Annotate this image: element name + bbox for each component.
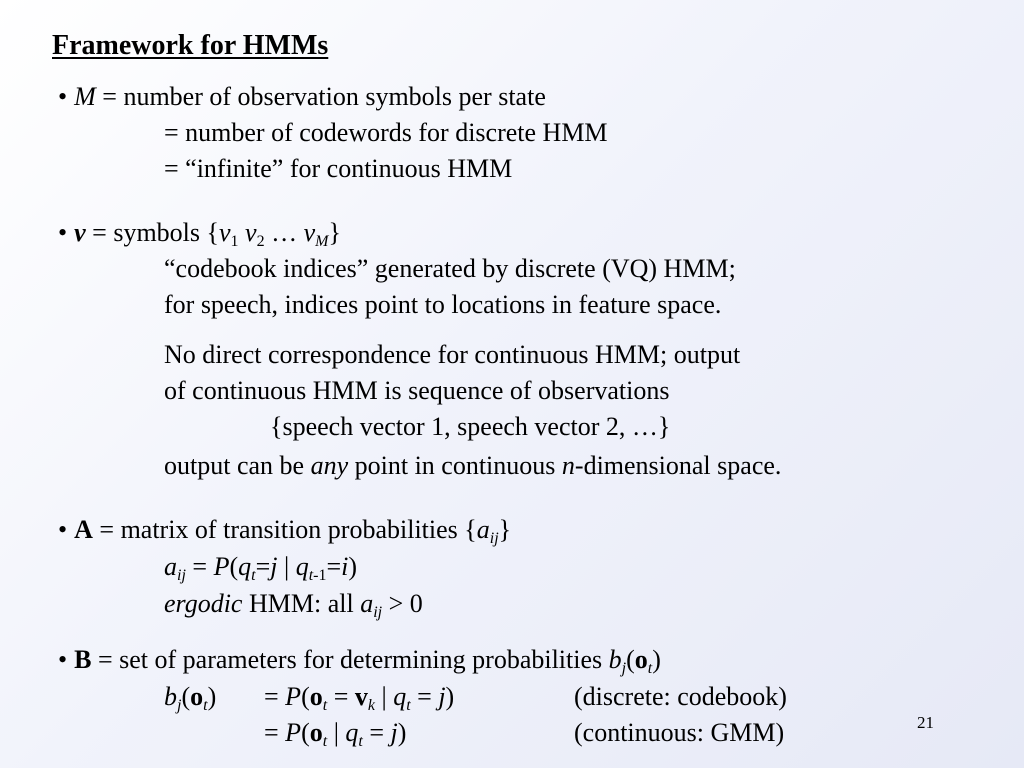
vm-subscript: M [315,233,329,250]
q-symbol: q [345,718,359,747]
o-symbol: o [309,682,323,711]
symbol-v: v [74,218,86,247]
given-bar: | [277,552,296,581]
symbol-m: M [74,82,96,111]
close-paren: ) [652,645,661,674]
equals-sign: = [91,645,120,674]
a-transition-formula [164,552,357,582]
continuous-note: (continuous: GMM) [574,718,785,747]
q-symbol: q [295,552,309,581]
m-definition: number of observation symbols per state [123,82,546,111]
bullet-dot: • [58,82,68,111]
symbol-b: B [74,645,92,674]
o-symbol: o [634,645,648,674]
t-subscript: t [203,697,208,714]
m-line-codewords: = number of codewords for discrete HMM [164,118,608,147]
bj-ot-lhs [164,682,216,712]
open-paren: ( [181,682,191,711]
v-line-no-direct: No direct correspondence for continuous HMM; output [164,340,741,369]
minus-one: -1 [313,567,327,584]
given-bar: | [327,718,346,747]
close-paren: ) [397,718,407,747]
bullet-m [58,82,546,112]
m-line-infinite: = “infinite” for continuous HMM [164,154,513,183]
p-symbol: P [285,682,302,711]
close-brace: } [328,218,341,247]
output-text-c: -dimensional space. [574,451,782,480]
aij-subscript: ij [177,567,186,584]
b-params-text: set of parameters for determining probabilities [119,645,609,674]
slide-title: Framework for HMMs [52,30,329,61]
bullet-dot: • [58,218,68,247]
v1-symbol: v [219,218,231,247]
discrete-note: (discrete: codebook) [574,682,787,711]
a-ergodic-line [164,589,423,619]
bj-symbol: b [608,645,622,674]
t-subscript: t [322,733,328,750]
o-symbol: o [309,718,323,747]
output-text-b: point in continuous [348,451,562,480]
output-text-a: output can be [164,451,311,480]
t-letter: t [308,567,314,584]
t-subscript: t [647,660,653,677]
close-paren: ) [445,682,455,711]
q-symbol: q [238,552,252,581]
equals-sign: = [185,552,214,581]
t-minus-1-subscript [309,567,327,584]
given-bar: | [374,682,394,711]
open-paren: ( [626,645,635,674]
p-symbol: P [285,718,302,747]
v2-symbol: v [245,218,257,247]
discrete-formula [264,682,454,712]
n-symbol: n [561,451,575,480]
equals-sign: = [255,552,271,581]
t-subscript: t [358,733,363,750]
bullet-dot: • [58,645,68,674]
equals-sign: = [95,82,124,111]
j-subscript: j [621,660,627,677]
equals-sign: = [85,218,114,247]
o-symbol: o [190,682,204,711]
equals-sign: = [92,515,121,544]
v-symbols-text: symbols { [113,218,219,247]
v-line-sequence: of continuous HMM is sequence of observations [164,376,670,405]
close-brace: } [498,515,512,544]
t-subscript: t [406,697,411,714]
close-paren: ) [207,682,217,711]
vm-symbol: v [303,218,316,247]
j-symbol: j [270,552,278,581]
any-word: any [310,451,349,480]
symbol-a: A [74,515,93,544]
equals-sign: = [327,682,355,711]
equals-sign: = [362,718,391,747]
j-symbol: j [390,718,398,747]
v1-subscript: 1 [230,233,239,250]
equals-sign: = [410,682,439,711]
aij-subscript: ij [489,530,499,547]
ergodic-word: ergodic [164,589,243,618]
j-subscript: j [177,697,182,714]
equals-sign: = [264,682,286,711]
p-symbol: P [213,552,230,581]
j-symbol: j [438,682,446,711]
aij-symbol: a [164,552,177,581]
a-matrix-text: matrix of transition probabilities { [120,515,477,544]
i-symbol: i [341,552,349,581]
bullet-v [58,218,341,248]
t-subscript: t [322,697,328,714]
equals-sign: = [264,718,286,747]
open-paren: ( [301,682,310,711]
ergodic-text: HMM: all [242,589,361,618]
bullet-a [58,515,511,545]
v-line-speech: for speech, indices point to locations in feature space. [164,290,722,319]
t-subscript: t [251,567,256,584]
q-symbol: q [393,682,407,711]
v-line-output [164,451,781,481]
continuous-formula [264,718,406,748]
bullet-b [58,645,661,675]
aij-subscript: ij [373,604,383,621]
equals-sign: = [326,552,342,581]
v2-subscript: 2 [256,233,265,250]
aij-symbol: a [360,589,374,618]
v-symbol: v [354,682,368,711]
aij-symbol: a [476,515,490,544]
open-paren: ( [229,552,239,581]
k-subscript: k [367,697,375,714]
open-paren: ( [301,718,310,747]
ellipsis: … [264,218,304,247]
v-line-vectors: {speech vector 1, speech vector 2, …} [270,412,671,441]
close-paren: ) [348,552,358,581]
bullet-dot: • [58,515,68,544]
page-number: 21 [917,713,934,732]
greater-than-zero: > 0 [382,589,423,618]
v-line-codebook: “codebook indices” generated by discrete (VQ) HMM; [164,254,736,283]
bj-symbol: b [164,682,177,711]
